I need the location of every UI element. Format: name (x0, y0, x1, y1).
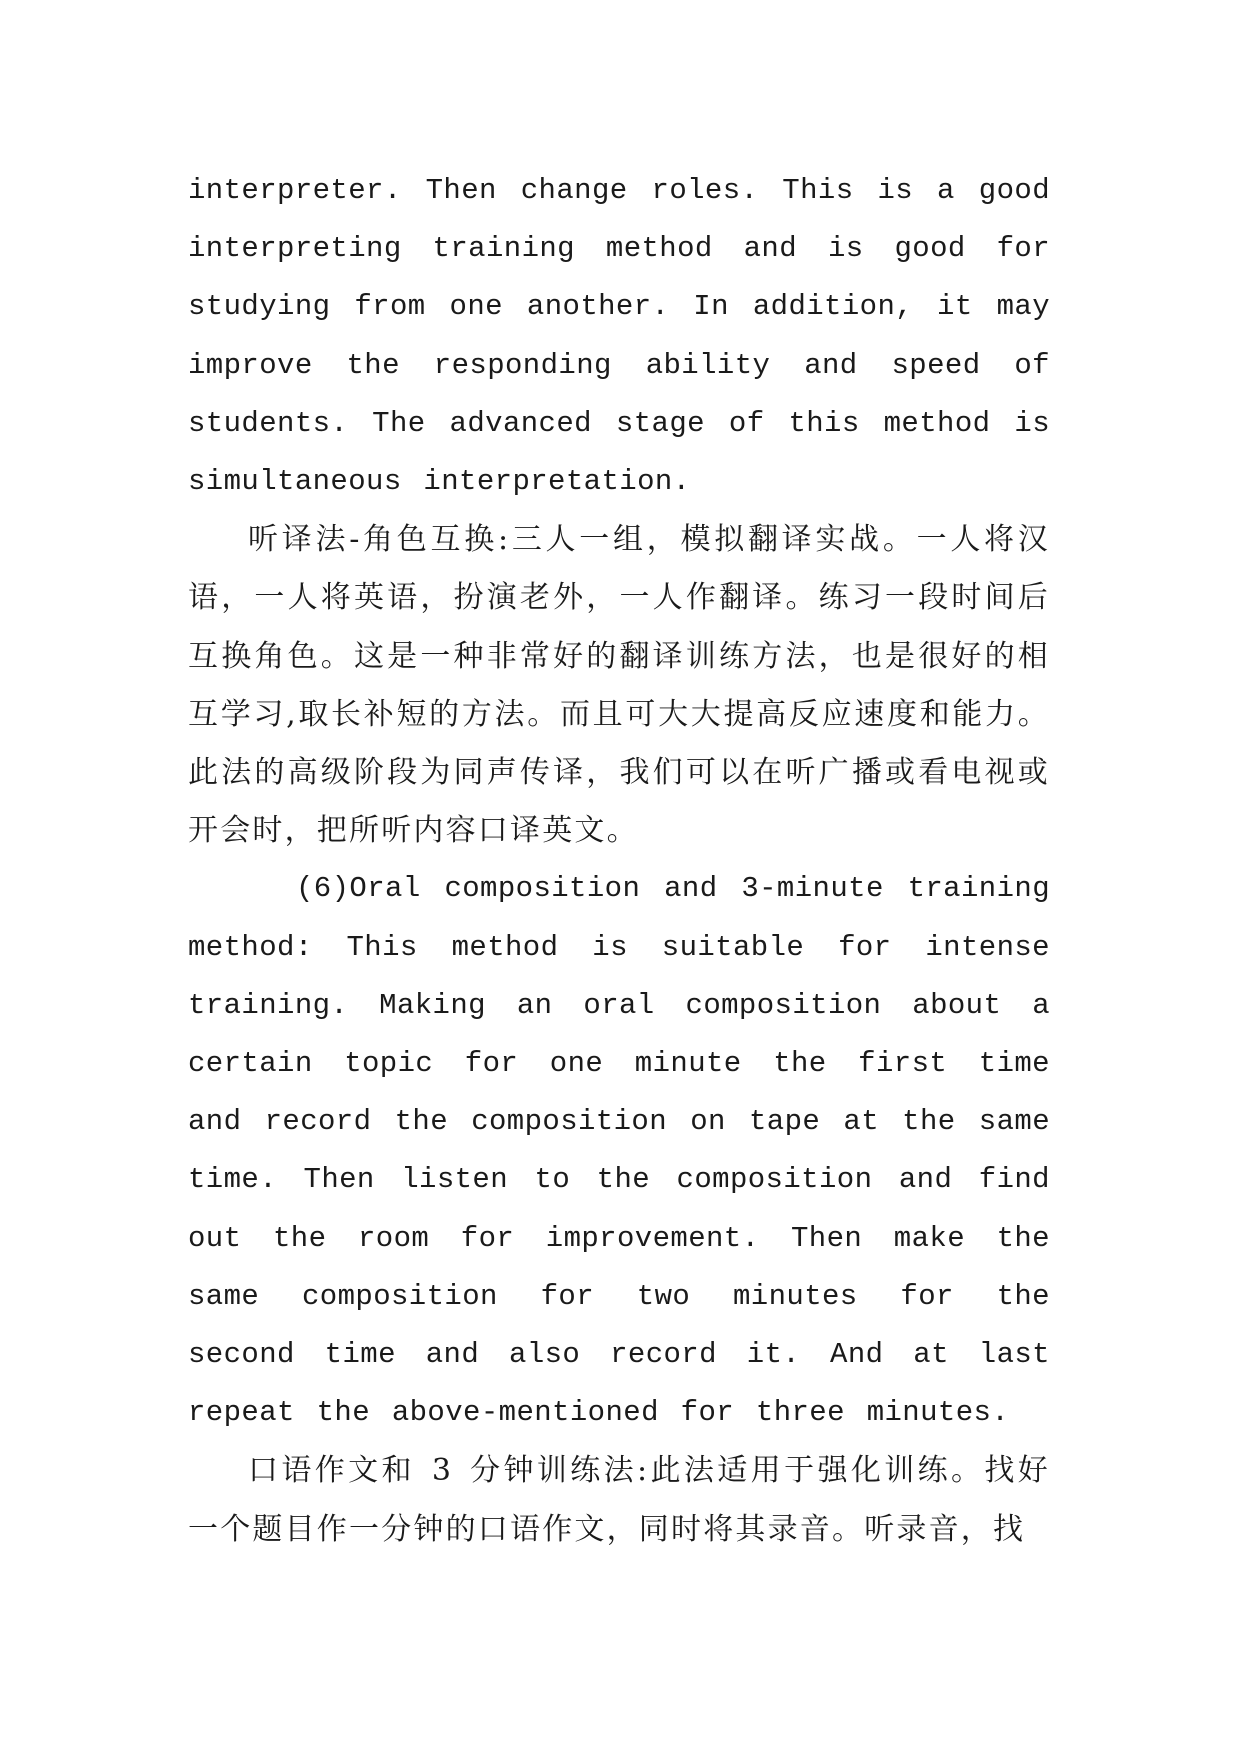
paragraph-chinese-role-exchange: 听译法-角色互换:三人一组，模拟翻译实战。一人将汉语，一人将英语，扮演老外，一人作翻译。练习一段时间后互换角色。这是一种非常好的翻译训练方法，也是很好的相互学习,取长补短的方法。而且可大大提高反应速度和能力。此法的高级阶段为同声传译，我们可以在听广播或看电视或开会时，把所听内容口译英文。 (188, 522, 1050, 849)
paragraph-chinese-oral-composition: 口语作文和 3 分钟训练法:此法适用于强化训练。找好一个题目作一分钟的口语作文，同时将其录音。听录音，找 (188, 1453, 1050, 1547)
document-body (188, 162, 1050, 1559)
paragraph-english-role-exchange: interpreter. Then change roles. This is a good interpreting training method and is good for studying from one another. In addition, it may improve the responding ability and speed of students. The advanced stage of this method is simultaneous interpretation. (188, 174, 1050, 499)
paragraph-english-oral-composition: (6)Oral composition and 3-minute training method: This method is suitable for intense training. Making an oral composition about a certain topic for one minute the first time and record the composition on tape at the same time. Then listen to the composition and find out the room for improvement. Then make the same composition for two minutes for the second time and also record it. And at last repeat the above-mentioned for three minutes. (188, 872, 1050, 1430)
